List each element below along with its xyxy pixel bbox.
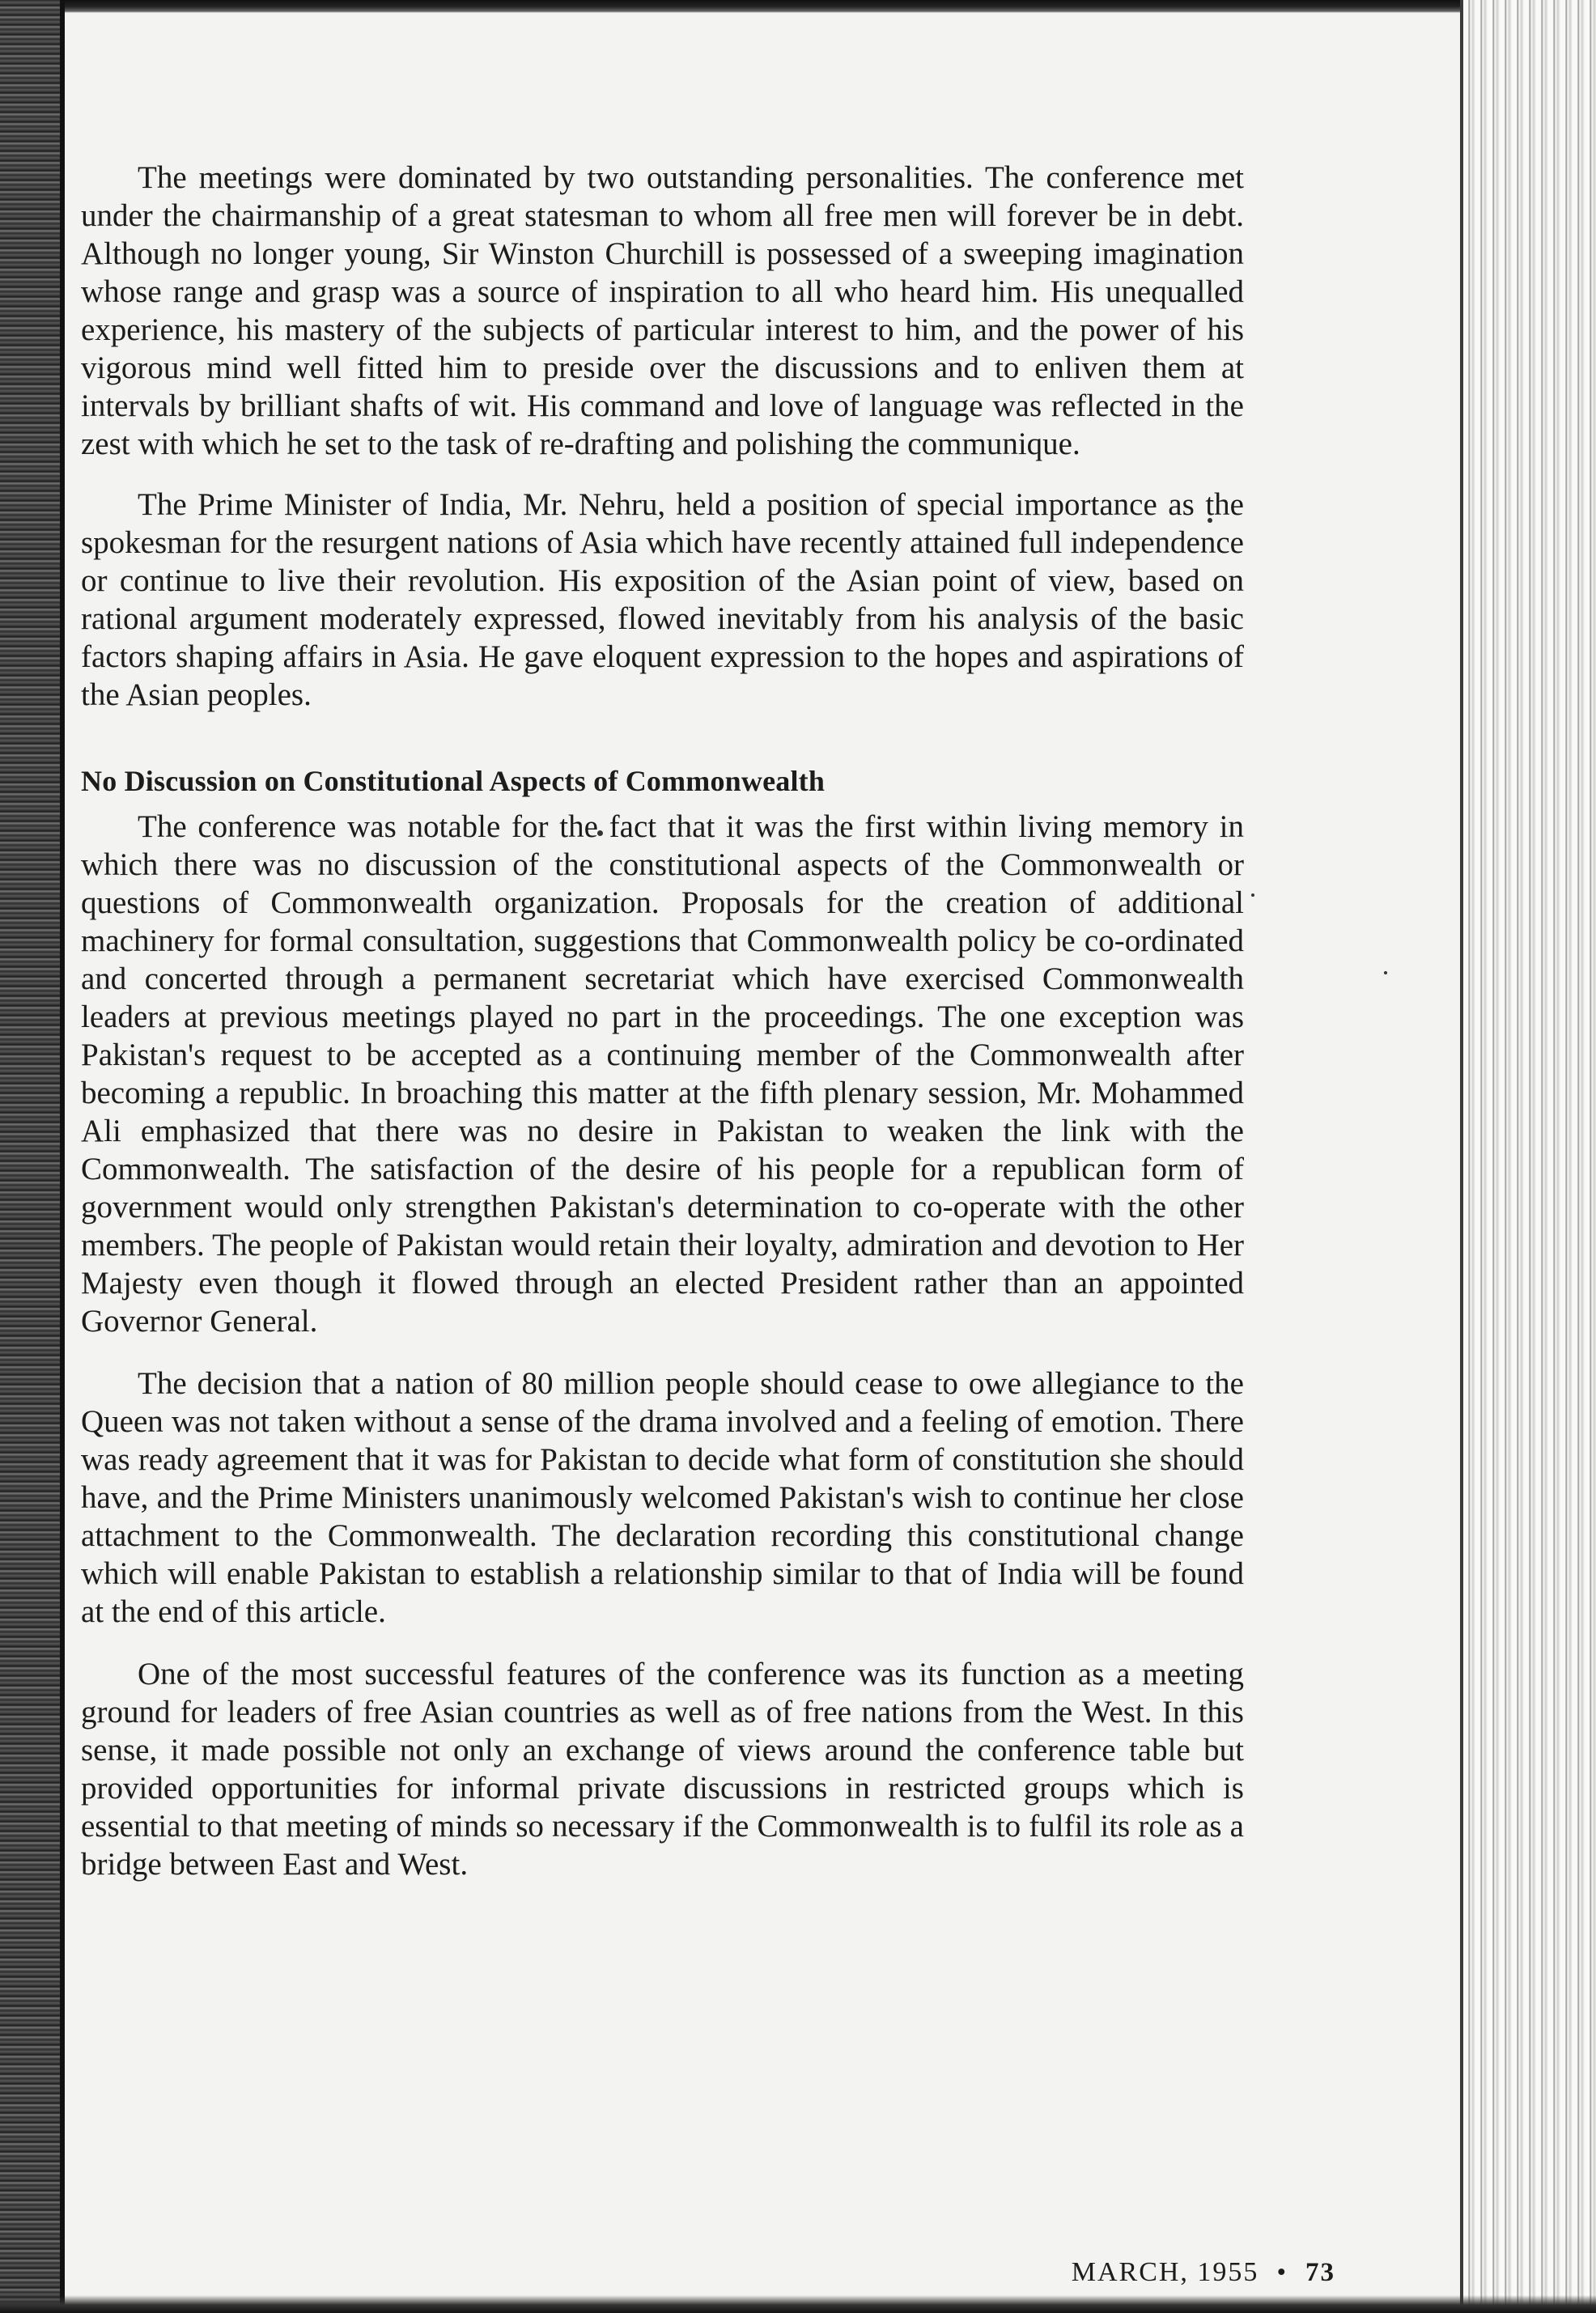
- paragraph-nehru: The Prime Minister of India, Mr. Nehru, held a position of special importance as the spokesman for the resurgent nations of Asia which have recently attained full independence or continue to live their revolution. His exposition of the Asian point of view, based on rational argument moderately expressed, flowed inevitably from his analysis of the basic factors shaping affairs in Asia. He gave eloquent expression to the hopes and aspirations of the Asian peoples.: [81, 487, 1244, 712]
- section-heading: No Discussion on Constitutional Aspects of Commonwealth: [81, 765, 826, 797]
- scan-speck: [1251, 893, 1254, 897]
- page-number: 73: [1305, 2258, 1335, 2287]
- book-binding: [0, 0, 60, 2313]
- scan-speck: [1384, 971, 1387, 974]
- paragraph-pakistan-decision: The decision that a nation of 80 million people should cease to owe allegiance to the Queen was not taken without a sense of the drama involved and a feeling of emotion. There was ready agreement that it was for Pakistan to decide what form of constitution she should have, and the Prime Ministers unanimously welcomed Pakistan's wish to continue her close attachment to the Commonwealth. The declaration recording this constitutional change which will enable Pakistan to establish a relationship similar to that of India will be found at the end of this article.: [81, 1366, 1244, 1629]
- paragraph-meeting-ground: One of the most successful features of the conference was its function as a meeting ground for leaders of free Asian countries as well as of free nations from the West. In this sense, it made possible not only an exchange of views around the conference table but provided opportunities for informal private discussions in restricted groups which is essential to that meeting of minds so necessary if the Commonwealth is to fulfil its role as a bridge between East and West.: [81, 1657, 1244, 1882]
- scan-top-edge: [0, 0, 1596, 13]
- footer-separator: •: [1276, 2258, 1288, 2287]
- paragraph-constitutional: The conference was notable for the fact that it was the first within living memory in which there was no discussion of the constitutional aspects of the Commonwealth or questions of Commonwealth organization. Proposals for the creation of additional machinery for formal consultation, suggestions that Commonwealth policy be co-ordinated and concerted through a permanent secretariat which have exercised Commonwealth leaders at previous meetings played no part in the proceedings. The one exception was Pakistan's request to be accepted as a continuing member of the Commonwealth after becoming a republic. In broaching this matter at the fifth plenary session, Mr. Mohammed Ali emphasized that there was no desire in Pakistan to weaken the link with the Commonwealth. The satisfaction of the desire of his people for a republican form of government would only strengthen Pakistan's determination to co-operate with the other members. The people of Pakistan would retain their loyalty, admiration and devotion to Her Majesty even though it flowed through an elected President rather than an appointed Governor General.: [81, 809, 1244, 1339]
- binding-edge: [60, 0, 65, 2313]
- scan-bottom-edge: [0, 2295, 1596, 2313]
- paragraph-churchill: The meetings were dominated by two outstanding personalities. The conference met under the chairmanship of a great statesman to whom all free men will forever be in debt. Although no longer young, Sir Winston Churchill is possessed of a sweeping imagination whose range and grasp was a source of inspiration to all who heard him. His unequalled experience, his mastery of the subjects of particular interest to him, and the power of his vigorous mind well fitted him to preside over the discussions and to enliven them at intervals by brilliant shafts of wit. His command and love of language was reflected in the zest with which he set to the task of re-drafting and polishing the communique.: [81, 160, 1244, 461]
- article-body: [81, 159, 1244, 1908]
- page-stack: [1463, 0, 1596, 2313]
- page-footer: [955, 2256, 1335, 2289]
- issue-date: MARCH, 1955: [1071, 2257, 1259, 2287]
